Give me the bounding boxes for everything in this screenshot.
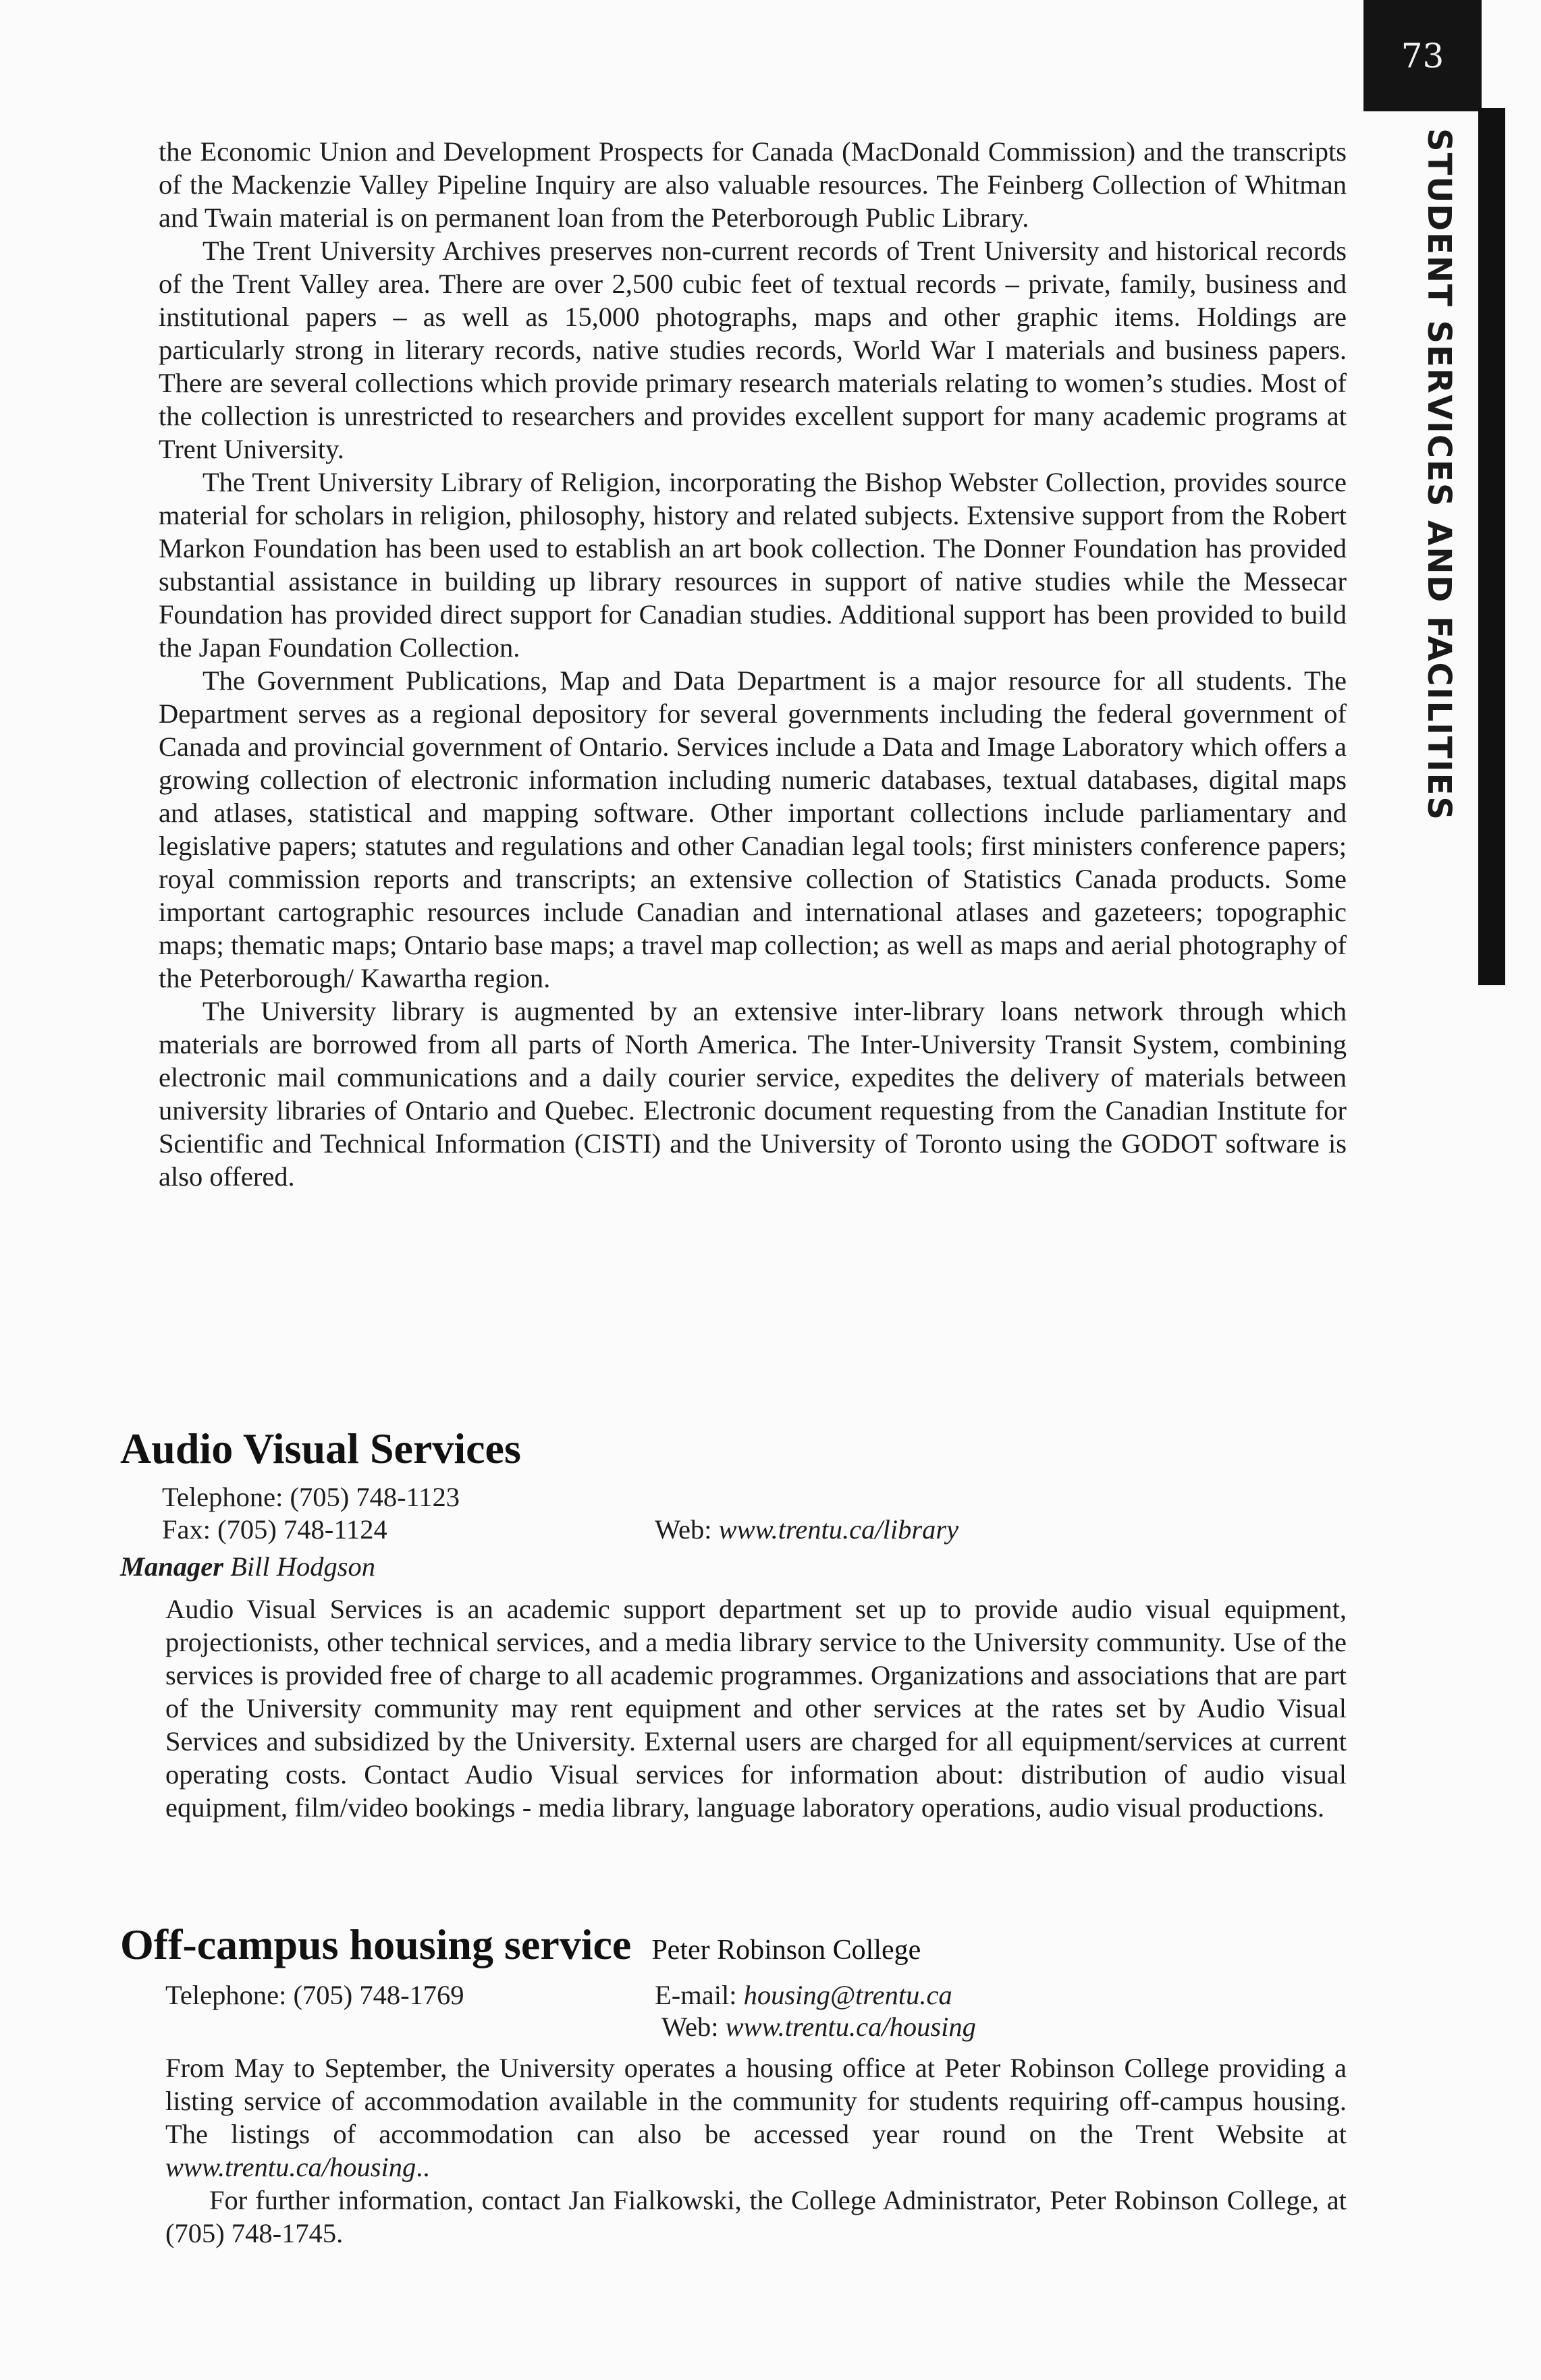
library-text	[159, 135, 1347, 1193]
housing-web-link[interactable]: www.trentu.ca/housing	[725, 2012, 976, 2042]
audio-visual-fax: Fax: (705) 748-1124	[162, 1514, 387, 1545]
side-bar-decoration	[1478, 108, 1505, 985]
housing-email-link[interactable]: housing@trentu.ca	[743, 1980, 952, 2010]
housing-contact-paragraph: For further information, contact Jan Fialkowski, the College Administrator, Peter Robinson College, at (705) 748-1745.	[165, 2185, 1347, 2248]
section-label: STUDENT SERVICES AND FACILITIES	[1420, 128, 1458, 821]
library-paragraph: The Trent University Archives preserves non-current records of Trent University and historical records of the Trent Valley area. There are over 2,500 cubic feet of textual records – private, family, business and institutional papers – as well as 15,000 photographs, maps and other graphic items. Holdings are particularly strong in literary records, native studies records, World War I materials and business papers. There are several collections which provide primary research materials relating to women’s studies. Most of the collection is unrestricted to researchers and provides excellent support for many academic programs at Trent University.	[159, 236, 1347, 464]
housing-paragraph	[165, 2051, 1347, 2184]
housing-website-link[interactable]: www.trentu.ca/housing	[165, 2152, 416, 2182]
audio-visual-manager	[120, 1551, 375, 1582]
web-label: Web:	[661, 2012, 719, 2042]
audio-visual-web-link[interactable]: www.trentu.ca/library	[718, 1514, 959, 1545]
audio-visual-heading: Audio Visual Services	[120, 1424, 521, 1472]
library-paragraph: The Government Publications, Map and Data Department is a major resource for all students. The Department serves as a regional depository for several governments including the federal government of Canada and provincial government of Ontario. Services include a Data and Image Laboratory which offers a growing collection of electronic information including numeric databases, textual databases, digital maps and atlases, statistical and mapping software. Other important collections include parliamentary and legislative papers; statutes and regulations and other Canadian legal tools; first ministers conference papers; royal commission reports and transcripts; an extensive collection of Statistics Canada products. Some important cartographic resources include Canadian and international atlases and gazeteers; topographic maps; thematic maps; Ontario base maps; a travel map collection; as well as maps and aerial photography of the Peterborough/ Kawartha region.	[159, 665, 1347, 993]
library-paragraph: the Economic Union and Development Prospects for Canada (MacDonald Commission) and the transcripts of the Mackenzie Valley Pipeline Inquiry are also valuable resources. The Feinberg Collection of Whitman and Twain material is on permanent loan from the Peterborough Public Library.	[159, 136, 1347, 233]
housing-paragraph-end: ..	[416, 2152, 430, 2182]
library-paragraph: The Trent University Library of Religion, incorporating the Bishop Webster Collection, provides source material for scholars in religion, philosophy, history and related subjects. Extensive support from the Robert Markon Foundation has been used to establish an art book collection. The Donner Foundation has provided substantial assistance in building up library resources in support of native studies while the Messecar Foundation has provided direct support for Canadian studies. Additional support has been provided to build the Japan Foundation Collection.	[159, 467, 1347, 663]
library-paragraph: The University library is augmented by an extensive inter-library loans network through which materials are borrowed from all parts of North America. The Inter-University Transit System, combining electronic mail communications and a daily courier service, expedites the delivery of materials between university libraries of Ontario and Quebec. Electronic document requesting from the Canadian Institute for Scientific and Technical Information (CISTI) and the University of Toronto using the GODOT software is also offered.	[159, 996, 1347, 1192]
page-number: 73	[1363, 0, 1482, 111]
email-label: E-mail:	[655, 1980, 737, 2010]
housing-email	[655, 1979, 952, 2011]
audio-visual-web	[655, 1514, 958, 1545]
housing-heading	[120, 1920, 921, 1970]
housing-location: Peter Robinson College	[651, 1935, 921, 1966]
housing-web	[661, 2011, 976, 2043]
audio-visual-description-text: Audio Visual Services is an academic support department set up to provide audio visual equipment, projectionists, other technical services, and a media library service to the University community. Use of the services is provided free of charge to all academic programmes. Organizations and associations that are part of the University community may rent equipment and other services at the rates set by Audio Visual Services and subsidized by the University. External users are charged for all equipment/services at current operating costs. Contact Audio Visual services for information about: distribution of audio visual equipment, film/video bookings - media library, language laboratory operations, audio visual productions.	[165, 1594, 1347, 1823]
audio-visual-description	[165, 1593, 1347, 1824]
web-label: Web:	[655, 1514, 712, 1545]
audio-visual-telephone: Telephone: (705) 748-1123	[162, 1482, 460, 1512]
housing-telephone: Telephone: (705) 748-1769	[165, 1980, 464, 2010]
housing-text	[165, 2051, 1347, 2250]
housing-heading-title: Off-campus housing service	[120, 1920, 632, 1968]
manager-label: Manager	[120, 1551, 224, 1582]
housing-paragraph-text: From May to September, the University operates a housing office at Peter Robinson College providing a listing service of accommodation available in the community for students requiring off-campus housing. The listings of accommodation can also be accessed year round on the Trent Website at	[165, 2053, 1347, 2149]
manager-name: Bill Hodgson	[230, 1551, 376, 1582]
